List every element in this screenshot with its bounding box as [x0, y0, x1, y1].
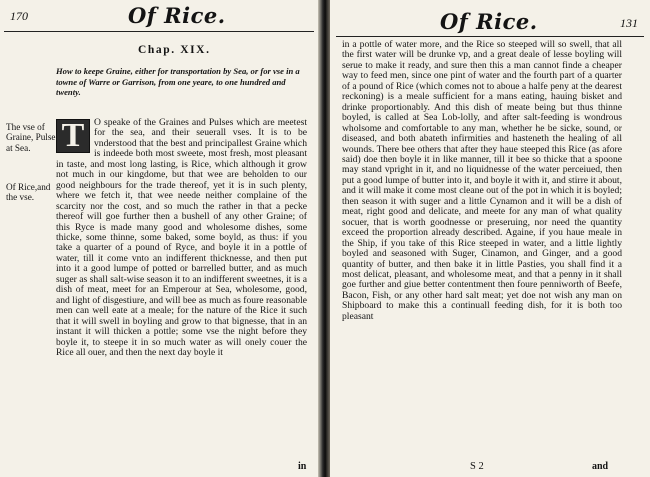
- chapter-subtitle: How to keepe Graine, either for transportation by Sea, or for vse in a towne of Warre or Garrison, from one yeare, to one hundred and twenty.: [56, 66, 300, 98]
- right-catchword: and: [592, 461, 609, 472]
- dropcap-ornament: [56, 119, 90, 153]
- left-catchword: in: [298, 461, 307, 472]
- left-page: [0, 0, 318, 477]
- left-folio: 170: [10, 9, 28, 23]
- right-running-head: Of Rice.: [440, 9, 538, 34]
- left-body-text: [56, 118, 307, 358]
- right-body-text: [342, 40, 622, 322]
- left-body-paragraph: O speake of the Graines and Pulses which are meetest for the sea, and their seuerall vses. It is to be vnderstood that the best and principallest Graine which is indeede both most sweete, most fresh, most pleasant in taste, and most long lasting, is Rice, which although it grow not much in our kingdome, but that wee are beholden to our good neighbours for the trade thereof, yet it is in such plenty, where we fetch it, that wee neede neither complaine of the scarcity nor the cost, and so much the rather in that a pecke thereof will goe further then a bushell of any other Graine; of this Ryce is made many good and wholesome dishes, some thicke, some thinne, some baked, some boyld, as thus: if you take a quarter of a pound of Ryce, and boyle it in a pottle of water, till it come vnto an indifferent thicknesse, and then put into it a good lumpe of potted or barrelled butter, and as much suger as shall salt-wise season it to an indifferent sweetnes, it is a dish of meat, meet for an Emperour at Sea, wholesome, good, and light of disgestiure, and will bee as much as foure reasonable men can well eate at a meale; for the nature of the Rice it such that it will swell in boyling and grow to that bignesse, that in an instant it will thicken a pottle; some vse the night before they boyle it, to steepe it in so much water as will onely couer the Rice all ouer, and then the next day boyle it: [56, 117, 307, 358]
- right-page: [330, 0, 650, 477]
- margin-note-rice: Of Rice,and the vse.: [6, 182, 51, 203]
- left-running-head: Of Rice.: [128, 3, 226, 28]
- right-body-paragraph: in a pottle of water more, and the Rice so steeped will so swell, that all the first water will be drunke vp, and a great deale of lesse boyling will serue to make it ready, and sure then this a man cannot finde a cheaper way to feed men, since one pint of water and the fourth part of a quarter of a pound of Rice (which comes not to aboue a halfe peny at the dearest reckoning) is a meale sufficient for a mans eating, hauing bisket and drinke proportionably. And this dish of meate being but thus thinne boyled, is called at Sea Lob-lolly, and after salt-feeding is wondrous wholsome and comfortable to any man, whether he be sicke, sound, or diseased, and both abateth infirmities and hasteneth the healing of all wounds. There bee others that after they haue steeped this Rice (as afore said) doe then boyle it in like manner, till it bee so thicke that a spoone may stand vpright in it, and no liquidnesse of the water perceiued, then put a good lumpe of butter into it, and boyle it with it, and stirre it about, and it will make it come most cleane out of the pot in which it is boyled; then season it with suger and a little Cynamon and it will be a dish of meat, right good and delicate, and meete for any man of what quality socuer, that is worth goodnesse or preseruing, nor need the quantity exceed the proportion already described. Againe, if you haue meale in the Ship, if you take of this Rice steeped in water, and a little lightly boyled and seasoned with Suger, Cinamon, and Ginger, and a good quantity of butter, and then bake it in little Pasties, you shall find it a most delicat, pleasant, and wholesome meat, and that a penny in it shall goe further and giue better contentment then foure penniworth of Beefe, Bacon, Fish, or any other hard salt meat; yet doe not wish any man on Shipboard to make this a continuall feeding dish, for it is both too pleasant: [342, 39, 622, 322]
- chapter-heading: Chap. XIX.: [138, 44, 211, 56]
- signature-mark: S 2: [470, 461, 484, 472]
- book-gutter: [318, 0, 330, 477]
- left-header-rule: [4, 31, 314, 32]
- right-folio: 131: [620, 16, 638, 30]
- margin-note-graine: The vse of Graine, Pulse at Sea.: [6, 122, 56, 153]
- right-header-rule: [336, 36, 644, 37]
- dropcap-letter: T: [61, 117, 85, 154]
